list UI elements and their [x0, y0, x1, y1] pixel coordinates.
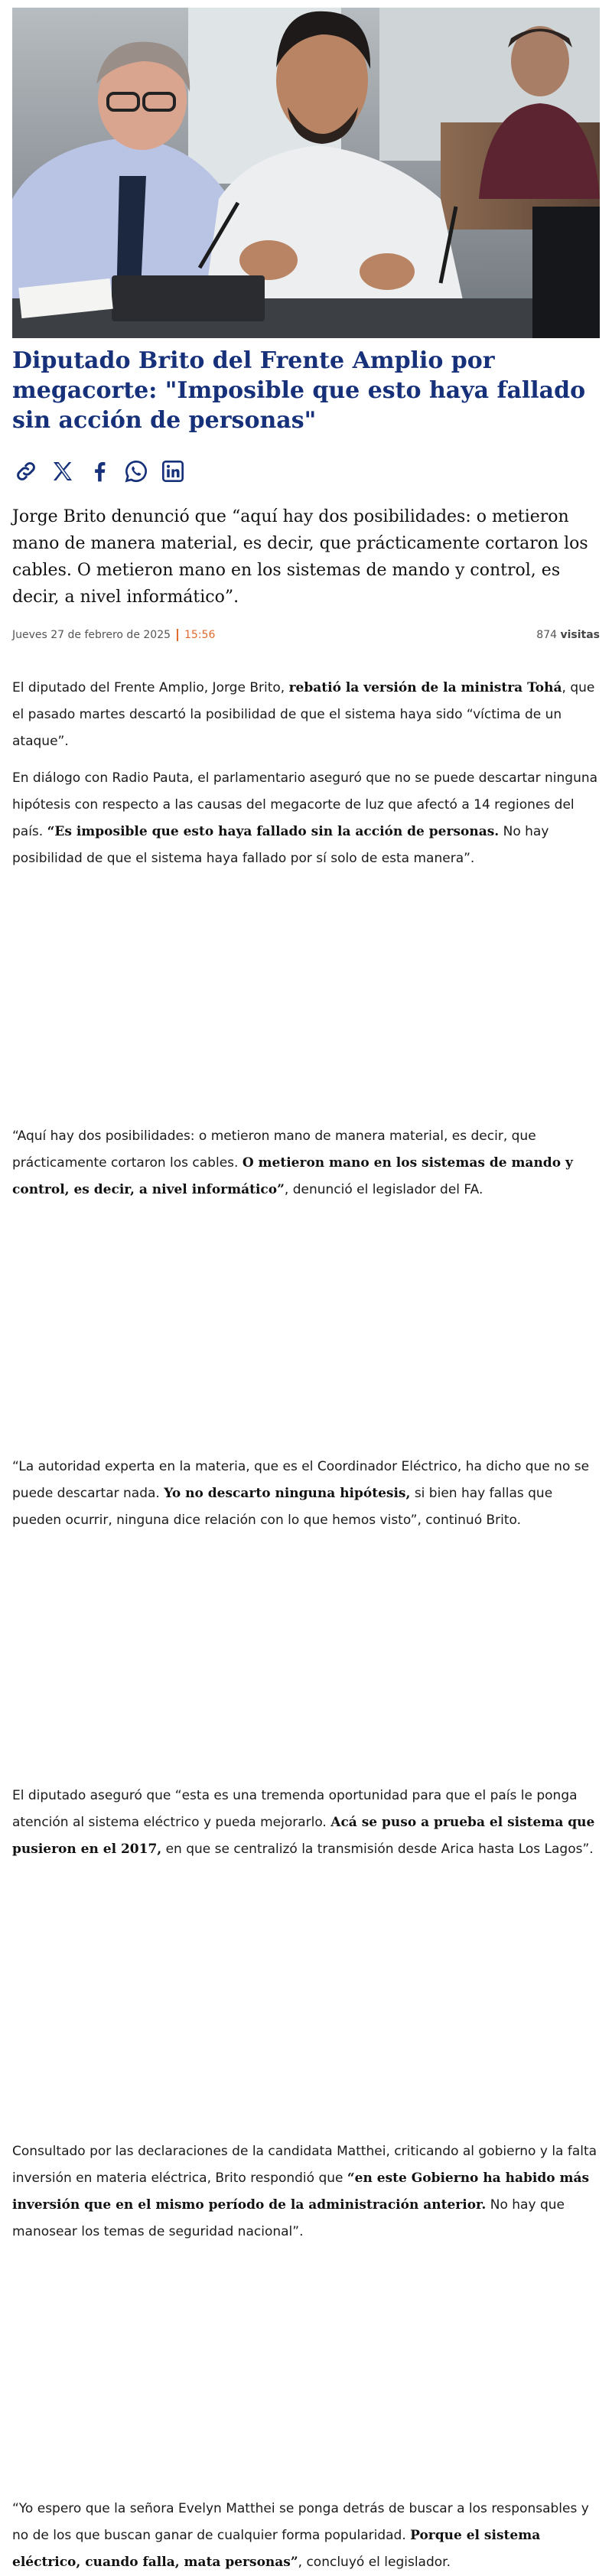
body-paragraph-4: “La autoridad experta en la materia, que es el Coordinador Eléctrico, ha dicho que no se puede descartar nada. Yo no descarto ninguna hipótesis, si bien hay fallas que pueden ocurrir, ninguna dice relación con lo que hemos visto”, continuó Brito.: [12, 1459, 590, 1528]
body-paragraph-3: “Aquí hay dos posibilidades: o metieron mano de manera material, es decir, que prácticamente cortaron los cables. O metieron mano en los sistemas de mando y control, es decir, a nivel informático”, denunció el legislador del FA.: [12, 1128, 573, 1197]
body-paragraph-6: Consultado por las declaraciones de la candidata Matthei, criticando al gobierno y la falta inversión en materia eléctrica, Brito respondió que “en este Gobierno ha habido más inversión que en el mismo período de la administración anterior. No hay que manosear los temas de seguridad nacional”.: [12, 2144, 597, 2239]
share-bar: [12, 457, 187, 486]
view-count: 874 visitas: [536, 629, 600, 641]
hero-photo: [12, 8, 600, 338]
article-lead: Jorge Brito denunció que “aquí hay dos posibilidades: o metieron mano de manera material, es decir, que prácticamente cortaron los cables. O metieron mano en los sistemas de mando y control, es decir, a nivel informático”.: [12, 507, 588, 607]
body-paragraph-7: “Yo espero que la señora Evelyn Matthei se ponga detrás de buscar a los responsables y no de los que buscan ganar de cualquier forma popularidad. Porque el sistema eléctrico, cuando falla, mata personas”, concluyó el legislador.: [12, 2501, 589, 2570]
whatsapp-icon[interactable]: [122, 458, 150, 485]
facebook-icon[interactable]: [86, 458, 113, 485]
body-paragraph-1: El diputado del Frente Amplio, Jorge Brito, rebatió la versión de la ministra Tohá, que el pasado martes descartó la posibilidad de que el sistema haya sido “víctima de un ataque”.: [12, 680, 595, 749]
article-meta: [12, 626, 600, 644]
article-title: Diputado Brito del Frente Amplio por megacorte: "Imposible que esto haya fallado sin acción de personas": [12, 347, 586, 434]
linkedin-icon[interactable]: [159, 458, 187, 485]
publish-time: 15:56: [184, 629, 216, 641]
body-paragraph-5: El diputado aseguró que “esta es una tremenda oportunidad para que el país le ponga atención al sistema eléctrico y pueda mejorarlo. Acá se puso a prueba el sistema que pusieron en el 2017, en que se centralizó la transmisión desde Arica hasta Los Lagos”.: [12, 1788, 595, 1857]
body-paragraph-2: En diálogo con Radio Pauta, el parlamentario aseguró que no se puede descartar ninguna hipótesis con respecto a las causas del megacorte de luz que afectó a 14 regiones del país. “Es imposible que esto haya fallado sin la acción de personas. No hay posibilidad de que el sistema haya fallado por sí solo de esta manera”.: [12, 770, 598, 866]
link-icon[interactable]: [12, 458, 40, 485]
publish-date: Jueves 27 de febrero de 2025: [12, 629, 178, 641]
x-icon[interactable]: [49, 458, 76, 485]
